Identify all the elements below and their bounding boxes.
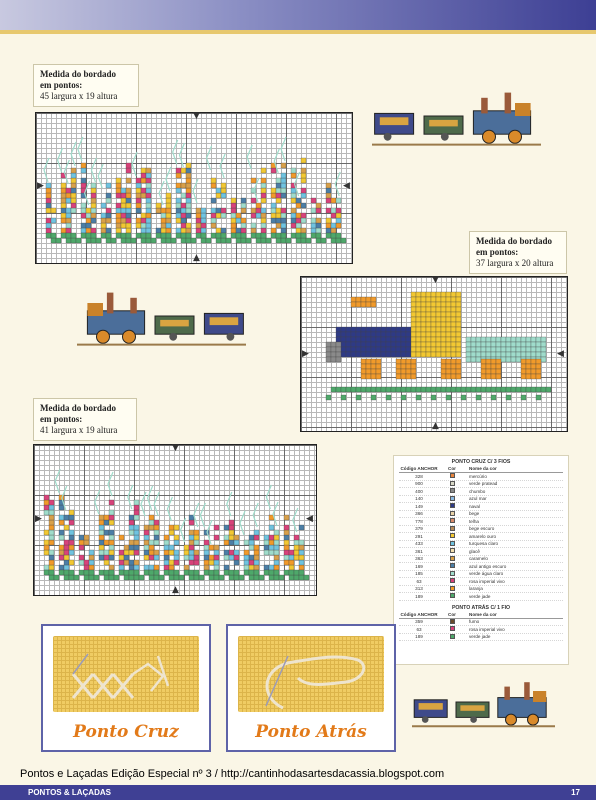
stitch-label: Ponto Cruz <box>73 722 179 742</box>
color-swatch <box>450 481 455 486</box>
key-row <box>399 626 563 634</box>
train-illustration-1 <box>372 90 548 150</box>
key-code: 400 <box>415 488 423 494</box>
key-swatch-cell <box>439 503 465 509</box>
key-color-name: rosa imperial vivo <box>469 626 505 632</box>
key-code: 361 <box>415 548 423 554</box>
key-color-name: verde água claro <box>469 571 504 577</box>
key-row <box>399 473 563 481</box>
color-swatch <box>450 571 455 576</box>
color-swatch <box>450 503 455 508</box>
key-row <box>399 526 563 534</box>
measure-subtitle: em pontos: <box>476 247 519 257</box>
key-code: 313 <box>415 586 423 592</box>
key-code: 359 <box>415 619 423 625</box>
measure-box-1 <box>33 64 139 107</box>
measure-title: Medida do bordado <box>40 403 117 413</box>
key-color-name: fumo <box>469 619 480 625</box>
color-swatch <box>450 511 455 516</box>
center-arrow-top: ▼ <box>172 443 179 453</box>
center-arrow-bottom: ▲ <box>172 585 179 595</box>
key-row <box>399 481 563 489</box>
color-swatch <box>450 578 455 583</box>
stitch-demo-cross <box>41 624 211 752</box>
stitch-label: Ponto Atrás <box>255 722 367 742</box>
center-arrow-top: ▼ <box>432 275 439 285</box>
key-row <box>399 593 563 601</box>
key-swatch-cell <box>439 481 465 487</box>
cross-stitch-chart-train <box>300 276 568 432</box>
key-code: 169 <box>415 563 423 569</box>
key-row <box>399 541 563 549</box>
key-code: 433 <box>415 541 423 547</box>
key-row <box>399 563 563 571</box>
measure-size: 45 largura x 19 altura <box>40 91 118 101</box>
key-row <box>399 511 563 519</box>
key-color-name: verde jade <box>469 593 491 599</box>
color-swatch <box>450 526 455 531</box>
color-swatch <box>450 593 455 598</box>
col-color: Cor <box>448 466 456 471</box>
key-header <box>399 612 563 619</box>
key-color-name: mercúrio <box>469 473 487 479</box>
col-name: Nome da cor <box>469 466 497 471</box>
key-swatch-cell <box>439 634 465 640</box>
key-row <box>399 496 563 504</box>
key-swatch-cell <box>439 578 465 584</box>
color-swatch <box>450 563 455 568</box>
key-swatch-cell <box>439 626 465 632</box>
measure-subtitle: em pontos: <box>40 80 83 90</box>
stitch-demo-back <box>226 624 396 752</box>
measure-size: 37 largura x 20 altura <box>476 258 554 268</box>
center-arrow-right: ◀ <box>343 181 350 191</box>
key-row <box>399 619 563 627</box>
magazine-title: PONTOS & LAÇADAS <box>28 788 111 797</box>
cross-stitch-chart-flowers-1 <box>35 112 353 264</box>
key-code: 189 <box>415 634 423 640</box>
color-swatch <box>450 556 455 561</box>
key-row <box>399 634 563 642</box>
color-key-table <box>393 455 569 665</box>
top-divider <box>0 30 596 34</box>
key-color-name: caramelo <box>469 556 488 562</box>
key-swatch-cell <box>439 548 465 554</box>
key-color-name: naval <box>469 503 480 509</box>
key-swatch-cell <box>439 571 465 577</box>
key-swatch-cell <box>439 541 465 547</box>
key-code: 63 <box>416 578 422 584</box>
center-arrow-bottom: ▲ <box>193 253 200 263</box>
key-code: 140 <box>415 496 423 502</box>
key-color-name: chumbo <box>469 488 486 494</box>
center-arrow-top: ▼ <box>193 111 200 121</box>
chart-pattern <box>36 113 352 263</box>
key-code: 185 <box>415 571 423 577</box>
color-swatch <box>450 634 455 639</box>
key-swatch-cell <box>439 473 465 479</box>
key-swatch-cell <box>439 556 465 562</box>
top-banner <box>0 0 596 30</box>
measure-size: 41 largura x 19 altura <box>40 425 118 435</box>
page-footer <box>0 785 596 800</box>
key-row <box>399 578 563 586</box>
page-number: 17 <box>571 788 580 797</box>
key-swatch-cell <box>439 563 465 569</box>
key-header <box>399 466 563 473</box>
chart-pattern <box>34 445 316 595</box>
col-name: Nome da cor <box>469 611 497 617</box>
key-color-name: bege <box>469 511 480 517</box>
back-stitch-sample <box>238 636 384 712</box>
color-swatch <box>450 626 455 631</box>
key-color-name: verde pratead <box>469 481 498 487</box>
key-color-name: azul mar <box>469 496 487 502</box>
key-title-back: PONTO ATRÁS C/ 1 FIO <box>451 604 511 611</box>
key-swatch-cell <box>439 533 465 539</box>
key-color-name: bege escuro <box>469 526 495 532</box>
center-arrow-left: ▶ <box>37 181 44 191</box>
key-color-name: glacê <box>469 548 480 554</box>
key-color-name: amarelo ouro <box>469 533 497 539</box>
color-swatch <box>450 548 455 553</box>
key-code: 363 <box>415 556 423 562</box>
key-color-name: telha <box>469 518 479 524</box>
col-code: Código ANCHOR <box>400 611 438 617</box>
key-row <box>399 571 563 579</box>
measure-title: Medida do bordado <box>476 236 553 246</box>
measure-box-3 <box>33 398 137 441</box>
key-color-name: rosa imperial vivo <box>469 578 505 584</box>
key-swatch-cell <box>439 496 465 502</box>
measure-title: Medida do bordado <box>40 69 117 79</box>
col-color: Cor <box>448 611 456 617</box>
key-code: 328 <box>415 473 423 479</box>
key-row <box>399 548 563 556</box>
fabric-swatch <box>238 636 384 712</box>
chart-pattern <box>301 277 567 431</box>
color-swatch <box>450 473 455 478</box>
source-credit: Pontos e Laçadas Edição Especial nº 3 / http://cantinhodasartesdacassia.blogspot.com <box>20 768 445 780</box>
key-code: 63 <box>416 626 422 632</box>
key-code: 778 <box>415 518 423 524</box>
key-code: 189 <box>415 593 423 599</box>
key-color-name: turquesa claro <box>469 541 499 547</box>
center-arrow-right: ◀ <box>306 514 313 524</box>
key-swatch-cell <box>439 586 465 592</box>
key-swatch-cell <box>439 593 465 599</box>
key-row <box>399 518 563 526</box>
train-illustration-3 <box>412 680 562 746</box>
key-swatch-cell <box>439 511 465 517</box>
color-swatch <box>450 518 455 523</box>
key-color-name: laranja <box>469 586 483 592</box>
key-code: 291 <box>415 533 423 539</box>
key-swatch-cell <box>439 488 465 494</box>
key-swatch-cell <box>439 619 465 625</box>
center-arrow-right: ◀ <box>557 349 564 359</box>
key-swatch-cell <box>439 518 465 524</box>
key-row <box>399 488 563 496</box>
color-swatch <box>450 586 455 591</box>
key-row <box>399 533 563 541</box>
col-code: Código ANCHOR <box>400 466 438 471</box>
key-color-name: azul antigo escuro <box>469 563 507 569</box>
train-illustration-2 <box>70 290 246 360</box>
key-code: 149 <box>415 503 423 509</box>
key-row <box>399 556 563 564</box>
key-row <box>399 503 563 511</box>
color-swatch <box>450 533 455 538</box>
color-swatch <box>450 488 455 493</box>
center-arrow-left: ▶ <box>302 349 309 359</box>
cross-stitch-chart-flowers-2 <box>33 444 317 596</box>
key-code: 900 <box>415 481 423 487</box>
color-swatch <box>450 541 455 546</box>
fabric-swatch <box>53 636 199 712</box>
color-swatch <box>450 496 455 501</box>
key-color-name: verde jade <box>469 634 491 640</box>
key-row <box>399 586 563 594</box>
key-code: 366 <box>415 511 423 517</box>
key-code: 379 <box>415 526 423 532</box>
key-swatch-cell <box>439 526 465 532</box>
color-swatch <box>450 619 455 624</box>
center-arrow-left: ▶ <box>35 514 42 524</box>
measure-box-2 <box>469 231 567 274</box>
key-title-cross: PONTO CRUZ C/ 3 FIOS <box>451 459 511 465</box>
measure-subtitle: em pontos: <box>40 414 83 424</box>
cross-stitch-sample <box>53 636 199 712</box>
center-arrow-bottom: ▲ <box>432 421 439 431</box>
